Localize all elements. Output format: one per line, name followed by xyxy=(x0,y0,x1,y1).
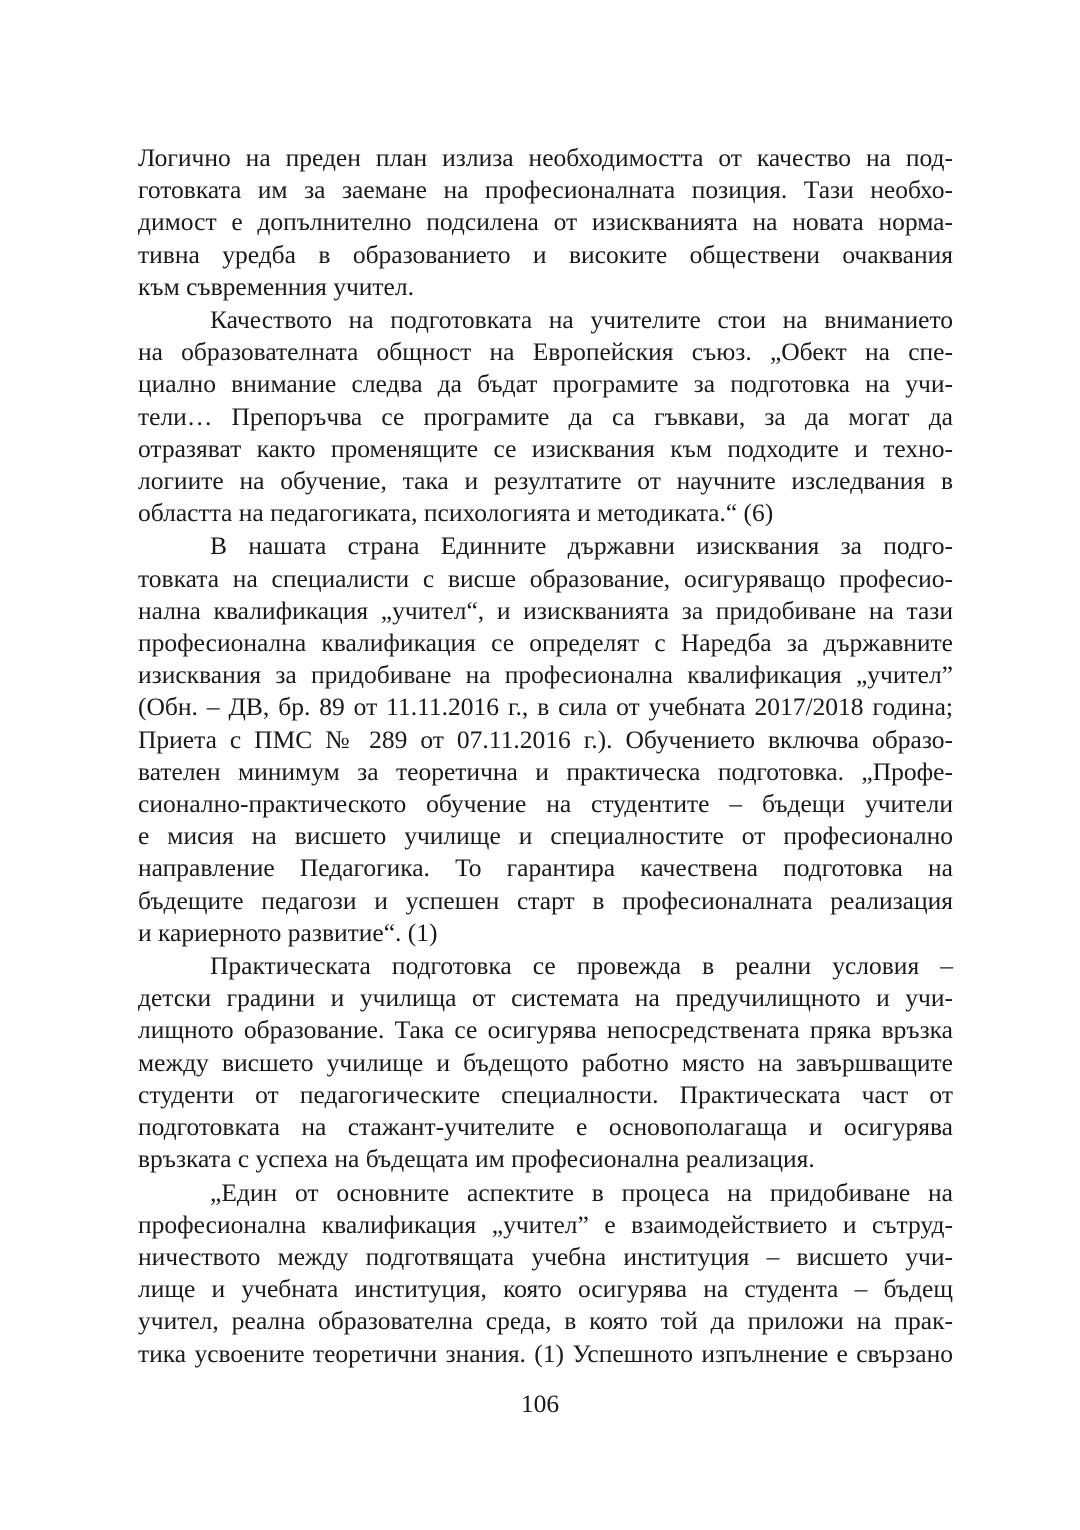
text-line: е мисия на висшето училище и специалностите от професионално xyxy=(138,821,953,851)
text-line: Приета с ПМС № 289 от 07.11.2016 г.). Обучението включва образо- xyxy=(138,724,953,754)
text-line: детски градини и училища от системата на предучилищното и учи- xyxy=(138,983,953,1013)
text-line: между висшето училище и бъдещото работно място на завършващите xyxy=(138,1047,953,1077)
text-line: тивна уредба в образованието и високите обществени очаквания xyxy=(138,239,953,269)
text-line: студенти от педагогическите специалности. Практическата част от xyxy=(138,1079,953,1109)
text-line: сионално-практическото обучение на студентите – бъдещи учители xyxy=(138,789,953,819)
text-line: бъдещите педагози и успешен старт в професионалната реализация xyxy=(138,885,953,915)
text-line: лищното образование. Така се осигурява непосредствената пряка връзка xyxy=(138,1015,953,1045)
text-line: „Един от основните аспектите в процеса на придобиване на xyxy=(210,1177,953,1207)
text-line: нална квалификация „учител“, и изискванията за придобиване на тази xyxy=(138,595,953,625)
text-line: циално внимание следва да бъдат програмите за подготовка на учи- xyxy=(138,369,953,399)
text-line: В нашата страна Единните държавни изисквания за подго- xyxy=(210,531,953,561)
text-line: към съвременния учител. xyxy=(138,271,414,301)
text-line: Практическата подготовка се провежда в реални условия – xyxy=(210,951,953,981)
text-line: професионална квалификация „учител” е взаимодействието и сътруд- xyxy=(138,1209,953,1239)
paragraph-4 xyxy=(138,950,953,1175)
text-line: връзката с успеха на бъдещата им професионална реализация. xyxy=(138,1144,815,1174)
text-line: димост е допълнително подсилена от изискванията на новата норма- xyxy=(138,207,953,237)
text-line: тели… Препоръчва се програмите да са гъвкави, за да могат да xyxy=(138,401,953,431)
text-line: отразяват както променящите се изисквания към подходите и техно- xyxy=(138,433,953,463)
text-line: лище и учебната институция, която осигурява на студента – бъдещ xyxy=(138,1274,953,1304)
text-line: направление Педагогика. То гарантира качествена подготовка на xyxy=(138,853,953,883)
paragraph-2 xyxy=(138,304,953,529)
text-line: и кариерното развитие“. (1) xyxy=(138,917,438,947)
body-text xyxy=(138,142,953,1370)
text-line: Качеството на подготовката на учителите стои на вниманието xyxy=(210,305,953,335)
text-line: товката на специалисти с висше образование, осигуряващо професио- xyxy=(138,563,953,593)
text-line: на образователната общност на Европейския съюз. „Обект на спе- xyxy=(138,337,953,367)
text-line: логиите на обучение, така и резултатите от научните изследвания в xyxy=(138,466,953,496)
text-line: готовката им за заемане на професионалната позиция. Тази необхо- xyxy=(138,175,953,205)
text-line: вателен минимум за теоретична и практическа подготовка. „Профе- xyxy=(138,756,953,786)
text-line: подготовката на стажант-учителите е основополагаща и осигурява xyxy=(138,1112,953,1142)
text-line: Логично на преден план излиза необходимостта от качество на под- xyxy=(138,143,953,172)
text-line: (Обн. – ДВ, бр. 89 от 11.11.2016 г., в сила от учебната 2017/2018 година; xyxy=(138,692,953,722)
text-line: ничеството между подготвящата учебна институция – висшето учи- xyxy=(138,1241,953,1271)
paragraph-3 xyxy=(138,530,953,949)
paragraph-5 xyxy=(138,1177,953,1370)
text-line: професионална квалификация се определят с Наредба за държавните xyxy=(138,628,953,658)
text-line: областта на педагогиката, психологията и методиката.“ (6) xyxy=(138,498,774,528)
page-number: 106 xyxy=(520,1389,560,1418)
text-line: изисквания за придобиване на професионална квалификация „учител” xyxy=(138,660,953,690)
paragraph-1 xyxy=(138,142,953,303)
text-line: тика усвоените теоретични знания. (1) Успешното изпълнение е свързано xyxy=(138,1338,953,1368)
text-line: учител, реална образователна среда, в която той да приложи на прак- xyxy=(138,1306,953,1336)
